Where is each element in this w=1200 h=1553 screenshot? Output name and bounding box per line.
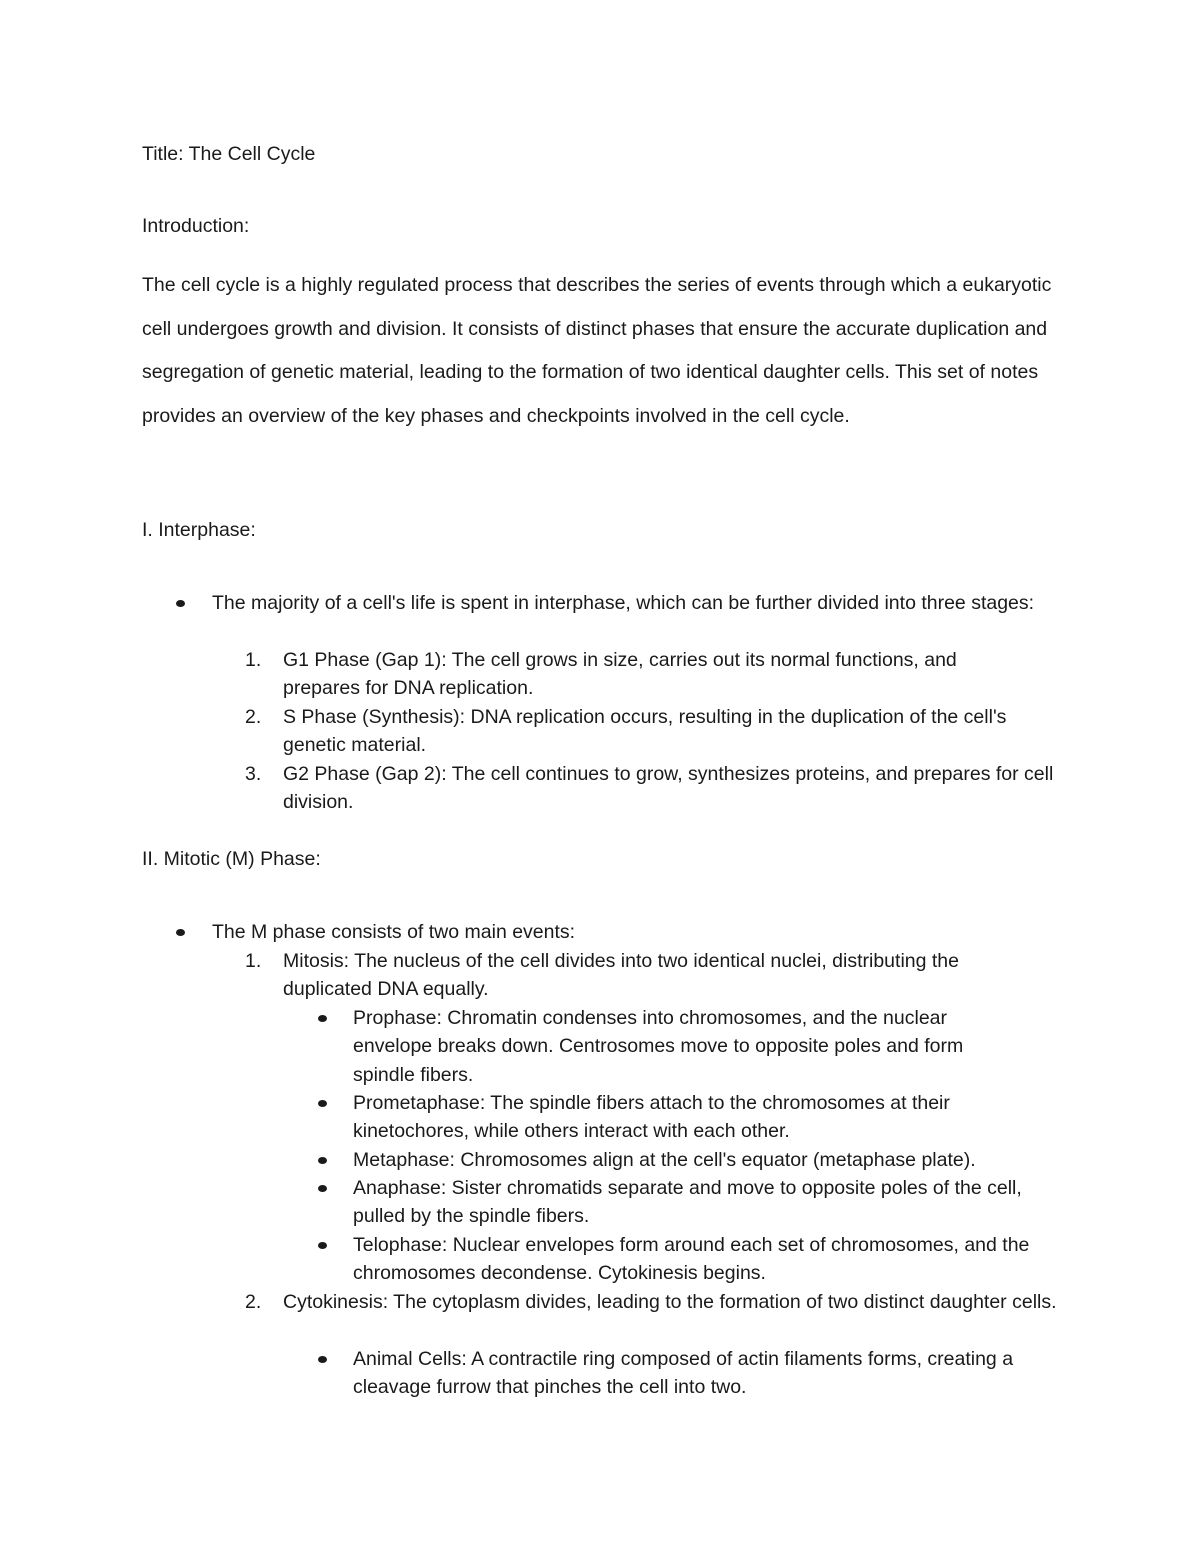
mphase-heading: II. Mitotic (M) Phase: — [142, 848, 321, 870]
bullet-icon — [318, 1356, 327, 1363]
mitosis-text: Mitosis: The nucleus of the cell divides into two identical nuclei, distributing the duplicated DNA equally. — [283, 950, 959, 1001]
anaphase-text: Anaphase: Sister chromatids separate and move to opposite poles of the cell, pulled by the spindle fibers. — [353, 1177, 1022, 1228]
introduction-heading: Introduction: — [142, 215, 250, 237]
list-number: 1. — [245, 649, 262, 671]
document-title: Title: The Cell Cycle — [142, 143, 316, 165]
stage-g1-text: G1 Phase (Gap 1): The cell grows in size, carries out its normal functions, and prepares for DNA replication. — [283, 649, 957, 700]
list-number: 2. — [245, 1291, 262, 1313]
interphase-bullet-text: The majority of a cell's life is spent in interphase, which can be further divided into three stages: — [212, 592, 1035, 614]
stage-s-text: S Phase (Synthesis): DNA replication occurs, resulting in the duplication of the cell's genetic material. — [283, 706, 1007, 757]
introduction-paragraph: The cell cycle is a highly regulated process that describes the series of events through which a eukaryotic cell undergoes growth and division. It consists of distinct phases that ensure the accurate duplication and segregation of genetic material, leading to the formation of two identical daughter cells. This set of notes provides an overview of the key phases and checkpoints involved in the cell cycle. — [142, 274, 1052, 427]
bullet-icon — [318, 1157, 327, 1164]
bullet-icon — [318, 1185, 327, 1192]
bullet-icon — [318, 1242, 327, 1249]
interphase-heading: I. Interphase: — [142, 519, 256, 541]
stage-g2-text: G2 Phase (Gap 2): The cell continues to grow, synthesizes proteins, and prepares for cell division. — [283, 763, 1054, 814]
list-number: 2. — [245, 706, 262, 728]
bullet-icon — [318, 1015, 327, 1022]
mphase-bullet-text: The M phase consists of two main events: — [212, 921, 576, 943]
animal-cells-text: Animal Cells: A contractile ring composed of actin filaments forms, creating a cleavage furrow that pinches the cell into two. — [353, 1348, 1014, 1399]
telophase-text: Telophase: Nuclear envelopes form around each set of chromosomes, and the chromosomes decondense. Cytokinesis begins. — [353, 1234, 1030, 1285]
bullet-icon — [176, 929, 185, 936]
cytokinesis-text: Cytokinesis: The cytoplasm divides, leading to the formation of two distinct daughter cells. — [283, 1291, 1057, 1313]
metaphase-text: Metaphase: Chromosomes align at the cell's equator (metaphase plate). — [353, 1149, 976, 1171]
prometaphase-text: Prometaphase: The spindle fibers attach to the chromosomes at their kinetochores, while others interact with each other. — [353, 1092, 950, 1143]
list-number: 3. — [245, 763, 262, 785]
bullet-icon — [318, 1100, 327, 1107]
prophase-text: Prophase: Chromatin condenses into chromosomes, and the nuclear envelope breaks down. Centrosomes move to opposite poles and form spindle fibers. — [353, 1007, 964, 1086]
bullet-icon — [176, 600, 185, 607]
list-number: 1. — [245, 950, 262, 972]
